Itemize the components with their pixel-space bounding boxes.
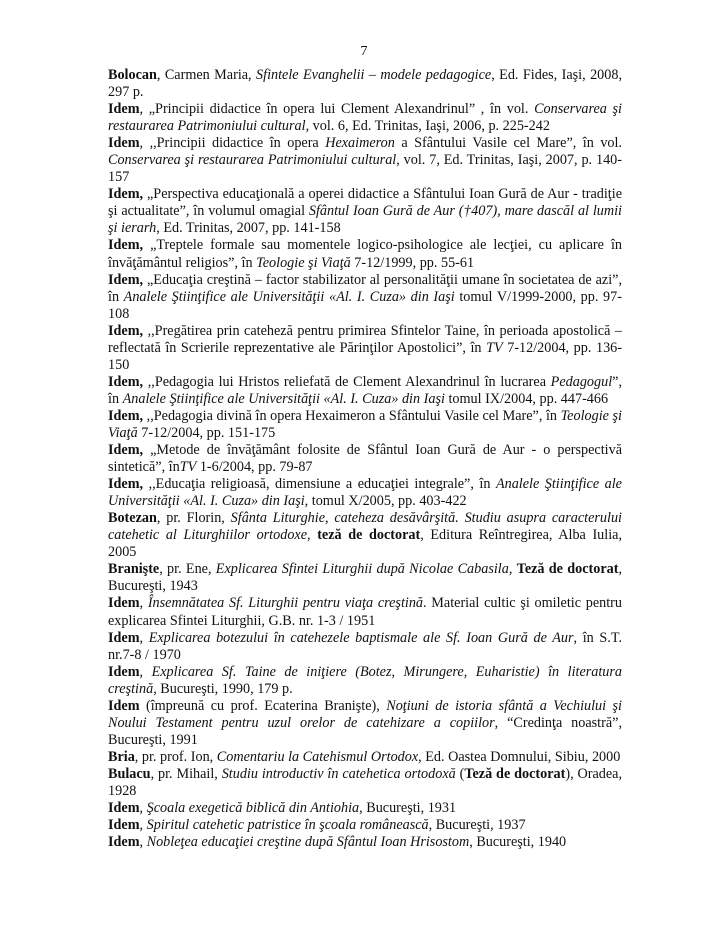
reference-text: , vol. 7, Ed. Trinitas, Iaşi, 2007, p. 140-157 bbox=[108, 152, 622, 186]
bibliography-entry bbox=[108, 67, 622, 101]
title-italic: Teologie şi Viaţă bbox=[108, 407, 622, 441]
reference-text: vol. 6, Ed. Trinitas, Iaşi, 2006, p. 225-242 bbox=[309, 118, 550, 135]
reference-text: ), Oradea, 1928 bbox=[108, 765, 622, 799]
reference-text: , bbox=[139, 800, 147, 817]
title-italic: Spiritul catehetic patristice în şcoala românească bbox=[146, 817, 429, 834]
author-name: Idem bbox=[108, 817, 140, 834]
reference-text: . Material cultic şi omiletic pentru explicarea Sfintei Liturghii, G.B. nr. 1-3 / 1951 bbox=[108, 595, 622, 629]
reference-text: , Bucureşti, 1931 bbox=[359, 800, 457, 817]
reference-text: , în S.T. nr.7-8 / 1970 bbox=[108, 629, 622, 663]
reference-text: ( bbox=[455, 765, 465, 782]
reference-text: „Treptele formale sau momentele logico-psihologice ale lecţiei, cu aplicare în învăţământul religios”, în bbox=[108, 237, 622, 271]
author-name: Idem, bbox=[108, 237, 144, 254]
page-number: 7 bbox=[360, 44, 368, 59]
reference-text: , Ed. Fides, Iaşi, 2008, 297 p. bbox=[108, 67, 622, 101]
title-italic: Hexaimeron bbox=[325, 135, 395, 152]
title-italic: Însemnătatea Sf. Liturghii pentru viaţa creştină bbox=[147, 595, 424, 612]
reference-text: , “Credinţa noastră”, Bucureşti, 1991 bbox=[108, 714, 622, 748]
reference-text: , bbox=[139, 595, 148, 612]
author-name: teză de doctorat bbox=[317, 527, 421, 544]
bibliography-entry bbox=[108, 237, 622, 271]
bibliography-list bbox=[108, 67, 622, 851]
bibliography-entry bbox=[108, 630, 622, 664]
title-italic: Analele Ştiinţifice ale Universităţii «Al. I. Cuza» din Iaşi bbox=[122, 390, 445, 407]
author-name: Idem bbox=[108, 135, 140, 152]
reference-text: , pr. Florin, bbox=[156, 510, 231, 527]
author-name: Idem, bbox=[108, 442, 144, 459]
reference-text: ,,Educaţia religioasă, dimensiune a educaţiei integrale”, în bbox=[143, 476, 496, 493]
author-name: Idem, bbox=[108, 271, 144, 288]
reference-text: tomul IX/2004, pp. 447-466 bbox=[444, 390, 609, 407]
bibliography-entry bbox=[108, 476, 622, 510]
bibliography-entry bbox=[108, 698, 622, 749]
author-name: Teză de doctorat bbox=[464, 765, 566, 782]
bibliography-entry bbox=[108, 510, 622, 561]
title-italic: Conservarea şi restaurarea Patrimoniului cultural, bbox=[108, 101, 622, 135]
reference-text: „Metode de învăţământ folosite de Sfântul Ioan Gură de Aur - o perspectivă sintetică”, în bbox=[108, 442, 622, 476]
reference-text: , Bucureşti, 1990, 179 p. bbox=[153, 680, 293, 697]
bibliography-entry bbox=[108, 186, 622, 237]
author-name: Idem bbox=[108, 595, 140, 612]
reference-text: , Editura Reîntregirea, Alba Iulia, 2005 bbox=[108, 527, 622, 561]
reference-text: ,,Pedagogia lui Hristos reliefată de Clement Alexandrinul în lucrarea bbox=[143, 373, 551, 390]
author-name: Idem bbox=[108, 101, 140, 118]
reference-text: , bbox=[508, 561, 517, 578]
reference-text: a Sfântului Vasile cel Mare”, în vol. bbox=[394, 135, 622, 152]
reference-text: ,,Pregătirea prin cateheză pentru primirea Sfintelor Taine, în perioada apostolică – reflectată în Scrierile reprezentative ale Părinţilor Apostolici”, în bbox=[108, 322, 622, 356]
reference-text: , Bucureşti, 1943 bbox=[108, 561, 623, 595]
author-name: Idem bbox=[108, 663, 140, 680]
title-italic: Sfântul Ioan Gură de Aur (†407), mare dascăl al lumii şi ierarh bbox=[108, 203, 622, 237]
title-italic: Conservarea şi restaurarea Patrimoniului cultural bbox=[108, 152, 397, 169]
bibliography-entry bbox=[108, 664, 622, 698]
reference-text: 7-12/2004, pp. 136-150 bbox=[108, 339, 622, 373]
reference-text: , Bucureşti, 1940 bbox=[469, 834, 567, 851]
bibliography-entry bbox=[108, 749, 622, 766]
author-name: Idem, bbox=[108, 322, 144, 339]
reference-text: 7-12/1999, pp. 55-61 bbox=[350, 254, 475, 271]
title-italic: Comentariu la Catehismul Ortodox bbox=[216, 748, 419, 765]
bibliography-entry bbox=[108, 101, 622, 135]
title-italic: Sfintele Evanghelii – modele pedagogice bbox=[256, 67, 492, 83]
title-italic: Explicarea Sf. Taine de iniţiere (Botez, Mirungere, Euharistie) în literatura creştină bbox=[108, 663, 623, 697]
title-italic: Şcoala exegetică biblică din Antiohia bbox=[146, 800, 360, 817]
bibliography-entry bbox=[108, 408, 622, 442]
author-name: Idem bbox=[108, 697, 140, 714]
bibliography-entry bbox=[108, 374, 622, 408]
title-italic: Analele Ştiinţifice ale Universităţii «Al. I. Cuza» din Iaşi bbox=[123, 288, 455, 305]
reference-text: , Carmen Maria, bbox=[156, 67, 257, 83]
reference-text: , Bucureşti, 1937 bbox=[428, 817, 526, 834]
reference-text: (împreună cu prof. Ecaterina Branişte), bbox=[139, 697, 387, 714]
author-name: Idem bbox=[108, 629, 140, 646]
reference-text: , ,,Principii didactice în opera bbox=[139, 135, 326, 152]
bibliography-entry bbox=[108, 272, 622, 323]
bibliography-entry bbox=[108, 800, 622, 817]
title-italic: Explicarea botezului în catehezele baptismale ale Sf. Ioan Gură de Aur bbox=[148, 629, 574, 646]
author-name: Idem, bbox=[108, 373, 144, 390]
bibliography-entry bbox=[108, 135, 622, 186]
bibliography-entry bbox=[108, 766, 622, 800]
author-name: Teză de doctorat bbox=[516, 561, 619, 578]
reference-text: , bbox=[307, 527, 318, 544]
author-name: Idem bbox=[108, 834, 140, 851]
author-name: Botezan bbox=[108, 510, 157, 527]
title-italic: Analele Ştiinţifice ale Universităţii «Al. I. Cuza» din Iaşi bbox=[108, 476, 622, 510]
reference-text: , Ed. Trinitas, 2007, pp. 141-158 bbox=[156, 220, 341, 237]
title-italic: Sfânta Liturghie, cateheza desăvârşită. Studiu asupra caracterului catehetic al Liturghiilor ortodoxe bbox=[108, 510, 622, 544]
reference-text: ,,Pedagogia divină în opera Hexaimeron a Sfântului Vasile cel Mare”, în bbox=[143, 407, 561, 424]
author-name: Idem, bbox=[108, 186, 144, 203]
reference-text: „Perspectiva educaţională a operei didactice a Sfântului Ioan Gură de Aur - tradiţie şi actualitate”, în volumul omagial bbox=[108, 186, 622, 220]
reference-text: , Ed. Oastea Domnului, Sibiu, 2000 bbox=[418, 748, 621, 765]
reference-text: 7-12/2004, pp. 151-175 bbox=[137, 424, 276, 441]
reference-text: , „Principii didactice în opera lui Clement Alexandrinul” , în vol. bbox=[139, 101, 535, 118]
reference-text: , bbox=[139, 629, 149, 646]
bibliography-entry bbox=[108, 561, 622, 595]
reference-text: , pr. Ene, bbox=[159, 561, 216, 578]
bibliography-entry bbox=[108, 595, 622, 629]
title-italic: TV bbox=[179, 459, 197, 476]
bibliography-entry bbox=[108, 442, 622, 476]
reference-text: 1-6/2004, pp. 79-87 bbox=[196, 459, 313, 476]
bibliography-entry bbox=[108, 323, 622, 374]
reference-text: „Educaţia creştină – factor stabilizator al personalităţii umane în societatea de azi”, în bbox=[108, 271, 622, 305]
author-name: Idem bbox=[108, 800, 140, 817]
bibliography-entry bbox=[108, 817, 622, 834]
author-name: Branişte bbox=[108, 561, 160, 578]
author-name: Idem, bbox=[108, 407, 144, 424]
reference-text: , bbox=[139, 834, 147, 851]
author-name: Bolocan bbox=[108, 67, 157, 83]
title-italic: Explicarea Sfintei Liturghii după Nicolae Cabasila bbox=[215, 561, 509, 578]
title-italic: Studiu introductiv în catehetica ortodoxă bbox=[221, 765, 456, 782]
reference-text: , pr. prof. Ion, bbox=[134, 748, 217, 765]
reference-text: , tomul X/2005, pp. 403-422 bbox=[304, 493, 467, 510]
bibliography-entry bbox=[108, 834, 622, 851]
reference-text: , bbox=[139, 817, 147, 834]
title-italic: Noţiuni de istoria sfântă a Vechiului şi Noului Testament pentru uzul orelor de catehizare a copiilor bbox=[108, 697, 622, 731]
title-italic: Nobleţea educaţiei creştine după Sfântul Ioan Hrisostom bbox=[146, 834, 470, 851]
author-name: Bulacu bbox=[108, 765, 151, 782]
reference-text: , pr. Mihail, bbox=[150, 765, 222, 782]
reference-text: , bbox=[139, 663, 152, 680]
reference-text: ”, în bbox=[108, 373, 622, 407]
title-italic: TV bbox=[486, 339, 503, 356]
title-italic: Pedagogul bbox=[550, 373, 613, 390]
title-italic: Teologie şi Viaţă bbox=[256, 254, 351, 271]
reference-text: tomul V/1999-2000, pp. 97-108 bbox=[108, 288, 622, 322]
author-name: Idem, bbox=[108, 476, 144, 493]
author-name: Bria bbox=[108, 748, 135, 765]
